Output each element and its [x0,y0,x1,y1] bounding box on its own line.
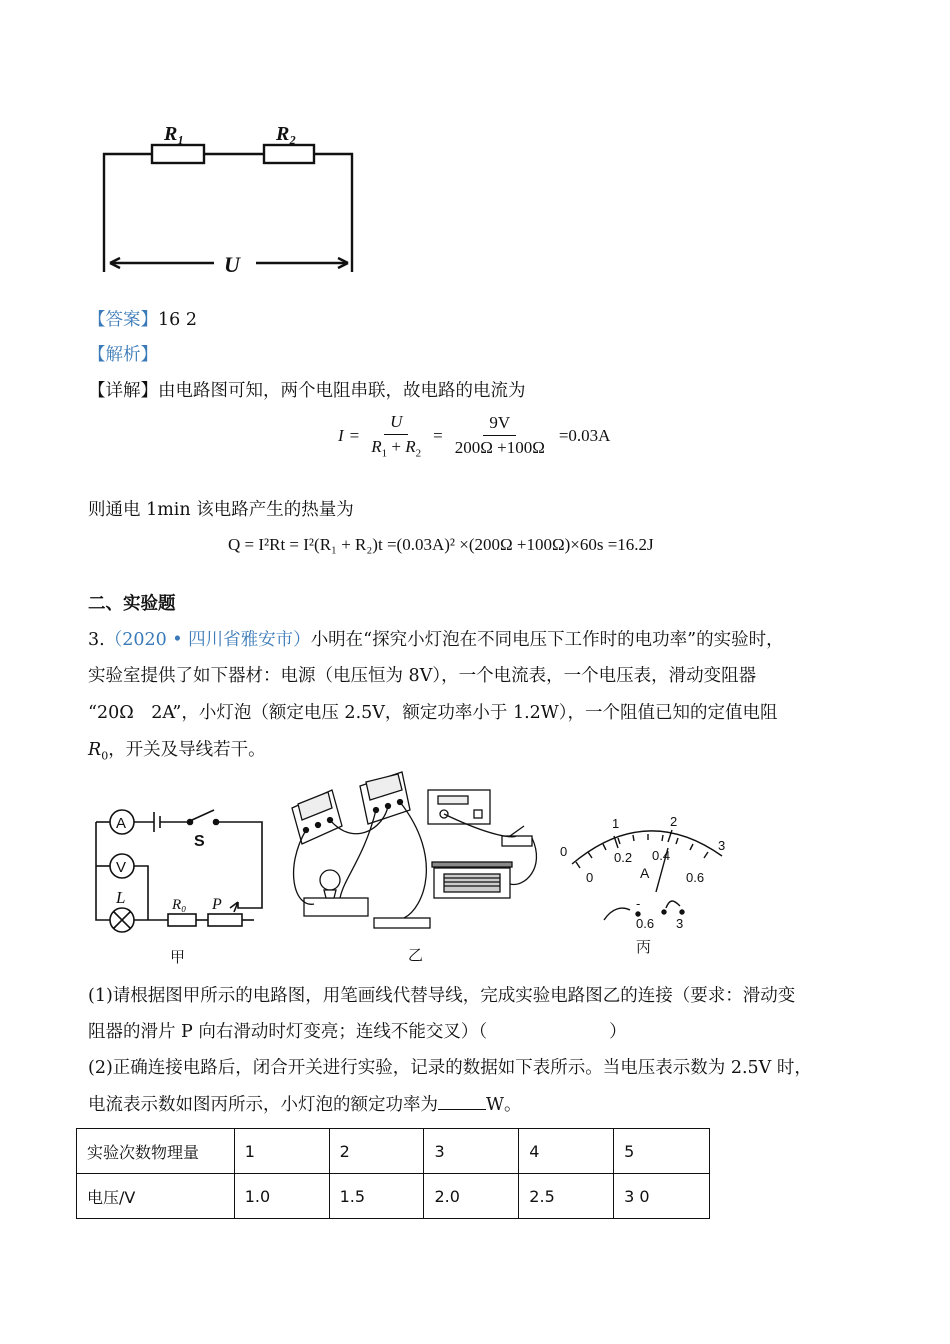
dial-bot-0: 0 [586,870,594,885]
detail-text: 由电路图可知，两个电阻串联，故电路的电流为 [158,381,526,401]
u-label: U [224,252,240,277]
circuit-diagram-jia [88,800,278,970]
dial-top-2: 2 [670,814,678,829]
problem3-line1 [88,628,784,652]
table-cell: 5 [614,1129,710,1174]
dial-bot-06: 0.6 [686,870,705,885]
eq1-fraction-2 [449,413,551,458]
dial-bot-04: 0.4 [652,848,671,863]
table-row [77,1174,710,1219]
data-table [76,1128,710,1219]
answer-tag: 【答案】 [88,310,158,330]
table-cell: 实验次数物理量 [77,1129,235,1174]
terminal-06: 0.6 [636,916,655,931]
q2-line1: (2)正确连接电路后，闭合开关进行实验，记录的数据如下表所示。当电压表示数为 2.5V 时， [88,1058,812,1078]
table-cell: 电压/V [77,1174,235,1219]
eq1-eq2: = [433,425,443,445]
eq1-den-r2: R [405,437,416,456]
answer-line [88,308,197,332]
detail-line [88,379,526,403]
terminal-3: 3 [676,916,684,931]
heat-equation: Q = I²Rt = I²(R₁ + R₂)t =(0.03A)² ×(200Ω +100Ω)×60s =16.2J [228,535,654,554]
problem3-number: 3. [88,630,105,650]
q1-text2: 阻器的滑片 P 向右滑动时灯变亮；连线不能交叉）（ [88,1022,488,1042]
dial-unit: A [640,865,650,881]
problem3-r: R [88,740,102,760]
q2-text2a: 电流表示数如图丙所示，小灯泡的额定功率为 [88,1095,438,1115]
lamp-label: L [116,888,126,907]
series-circuit-figure [96,120,366,280]
r1-label: R₁ [164,123,185,145]
section-title: 二、实验题 [88,594,176,614]
q2-answer-blank[interactable] [438,1093,486,1110]
problem3-text1: 小明在“探究小灯泡在不同电压下工作时的电功率”的实验时， [310,630,784,650]
problem3-line4-text: ，开关及导线若干。 [108,740,266,760]
heat-text: 则通电 1min 该电路产生的热量为 [88,500,354,520]
switch-label: S [194,833,205,850]
table-cell: 2.5 [519,1174,614,1219]
q2-text2b: W。 [486,1095,522,1115]
terminal-minus: - [636,896,641,911]
eq1-den-r1: R [371,437,382,456]
caption-jia: 甲 [170,948,186,966]
q1-line1: (1)请根据图甲所示的电路图，用笔画线代替导线，完成实验电路图乙的连接（要求：滑动变 [88,986,796,1006]
caption-yi: 乙 [408,946,424,964]
ammeter-label: A [116,815,127,832]
table-cell: 4 [519,1129,614,1174]
eq1-den-r1-sub: 1 [381,447,388,460]
problem3-line2: 实验室提供了如下器材：电源（电压恒为 8V），一个电流表，一个电压表，滑动变阻器 [88,666,757,686]
dial-bot-02: 0.2 [614,850,633,865]
eq1-f1-den [365,435,427,459]
table-cell: 1.0 [234,1174,329,1219]
table-cell: 3 [424,1129,519,1174]
analysis-tag: 【解析】 [88,345,158,365]
answer-value: 16 2 [158,310,197,330]
voltmeter-label: V [116,859,127,876]
q2-line2 [88,1093,522,1117]
r0-label: R₀ [172,897,187,913]
apparatus-diagram-yi [284,768,554,968]
problem3-r-sub: 0 [101,749,109,763]
table-cell: 2 [329,1129,424,1174]
eq1-f1-num: U [384,412,408,435]
table-cell: 3 0 [614,1174,710,1219]
dial-top-1: 1 [612,816,620,831]
caption-bing: 丙 [636,938,652,956]
dial-top-0: 0 [560,844,568,859]
detail-tag: 【详解】 [88,381,158,401]
problem3-source: （2020 • 四川省雅安市） [104,630,311,650]
eq1-den-r2-sub: 2 [415,447,422,460]
problem3-line4 [88,738,266,769]
table-cell: 1 [234,1129,329,1174]
table-cell: 1.5 [329,1174,424,1219]
eq1-result: =0.03A [558,425,611,445]
eq1-eq: = [349,425,360,445]
table-cell: 2.0 [424,1174,519,1219]
eq1-f2-num: 9V [483,413,516,436]
q1-line2 [88,1020,627,1044]
dial-top-3: 3 [718,838,726,853]
table-header-row [77,1129,710,1174]
q1-close: ） [609,1022,627,1042]
eq1-lhs: I [338,425,344,445]
problem3-line3: “20Ω 2A”，小灯泡（额定电压 2.5V，额定功率小于 1.2W），一个阻值已知的定值电阻 [88,703,778,723]
r2-label: R₂ [276,123,297,145]
ammeter-dial-bing [556,808,740,958]
current-equation [338,412,610,459]
p-label: P [212,896,222,913]
eq1-f2-den: 200Ω +100Ω [454,438,545,458]
eq1-den-plus: + [391,437,401,456]
eq1-fraction-1 [365,412,427,459]
